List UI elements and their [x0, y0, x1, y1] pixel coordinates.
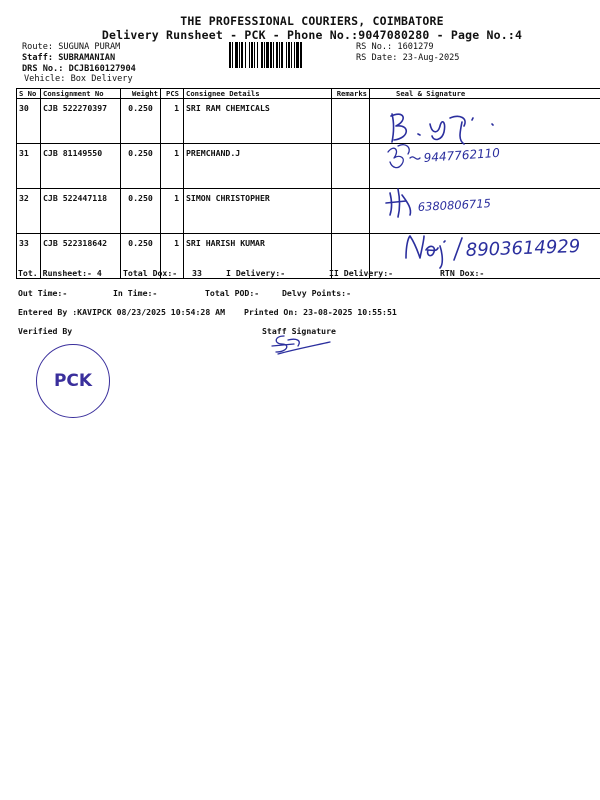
- total-dox: Total Dox:- 33: [123, 268, 202, 278]
- col-consignment: Consignment No: [41, 89, 121, 99]
- row-pcs: 1: [161, 234, 184, 279]
- total-pod: Total POD:-: [205, 288, 260, 298]
- row-sno: 33: [17, 234, 41, 279]
- row-sno: 32: [17, 189, 41, 234]
- stamp-text: PCK: [53, 371, 93, 391]
- row-consignment: CJB 522447118: [41, 189, 121, 234]
- total-runsheet: Tot. Runsheet:- 4: [18, 268, 102, 278]
- col-signature: Seal & Signature: [370, 89, 600, 99]
- printed-on: Printed On: 23-08-2025 10:55:51: [244, 307, 397, 317]
- i-delivery: I Delivery:-: [226, 268, 286, 278]
- row-sno: 31: [17, 144, 41, 189]
- verified-by: Verified By: [18, 326, 73, 336]
- vehicle-label: Vehicle: Box Delivery: [24, 74, 133, 84]
- runsheet-subtitle: Delivery Runsheet - PCK - Phone No.:9047080280 - Page No.:4: [101, 28, 523, 42]
- rs-number: RS No.: 1601279: [356, 42, 434, 52]
- col-sno: S No: [17, 89, 41, 99]
- row-consignment: CJB 522270397: [41, 99, 121, 144]
- staff-signature: [268, 332, 338, 358]
- row-consignee: SIMON CHRISTOPHER: [184, 189, 332, 234]
- delivery-points: Delvy Points:-: [282, 288, 352, 298]
- staff-signature-label: Staff Signature: [262, 326, 336, 336]
- row-consignee: SRI HARISH KUMAR: [184, 234, 332, 279]
- row-pcs: 1: [161, 189, 184, 234]
- svg-text:8903614929: 8903614929: [465, 236, 581, 261]
- row-consignment: CJB 522318642: [41, 234, 121, 279]
- table-header-row: [17, 89, 600, 99]
- col-consignee: Consignee Details: [184, 89, 332, 99]
- col-weight: Weight: [121, 89, 161, 99]
- row-remarks: [332, 99, 370, 144]
- out-time: Out Time:-: [18, 288, 68, 298]
- row-consignee: SRI RAM CHEMICALS: [184, 99, 332, 144]
- rtn-dox: RTN Dox:-: [440, 268, 485, 278]
- drs-number: DRS No.: DCJB160127904: [22, 64, 136, 74]
- handwritten-signature: [384, 183, 534, 223]
- route-label: Route: SUGUNA PURAM: [22, 42, 121, 52]
- row-weight: 0.250: [121, 99, 161, 144]
- ii-delivery: II Delivery:-: [329, 268, 394, 278]
- row-pcs: 1: [161, 99, 184, 144]
- rs-date: RS Date: 23-Aug-2025: [356, 53, 460, 63]
- row-weight: 0.250: [121, 234, 161, 279]
- staff-label: Staff: SUBRAMANIAN: [22, 53, 116, 63]
- in-time: In Time:-: [113, 288, 158, 298]
- barcode: [229, 42, 352, 68]
- row-weight: 0.250: [121, 144, 161, 189]
- handwritten-signature: [384, 140, 524, 180]
- pck-stamp: [36, 344, 110, 418]
- row-remarks: [332, 189, 370, 234]
- col-pcs: PCS: [161, 89, 184, 99]
- row-consignee: PREMCHAND.J: [184, 144, 332, 189]
- entered-by: Entered By :KAVIPCK 08/23/2025 10:54:28 AM: [18, 307, 226, 317]
- barcode-bar: [302, 42, 303, 68]
- svg-text:9447762110: 9447762110: [423, 145, 501, 165]
- row-consignment: CJB 81149550: [41, 144, 121, 189]
- row-pcs: 1: [161, 144, 184, 189]
- row-remarks: [332, 144, 370, 189]
- company-title: THE PROFESSIONAL COURIERS, COIMBATORE: [180, 14, 444, 28]
- row-sno: 30: [17, 99, 41, 144]
- handwritten-signature: [402, 228, 600, 268]
- col-remarks: Remarks: [332, 89, 370, 99]
- svg-text:6380806715: 6380806715: [417, 196, 492, 214]
- row-weight: 0.250: [121, 189, 161, 234]
